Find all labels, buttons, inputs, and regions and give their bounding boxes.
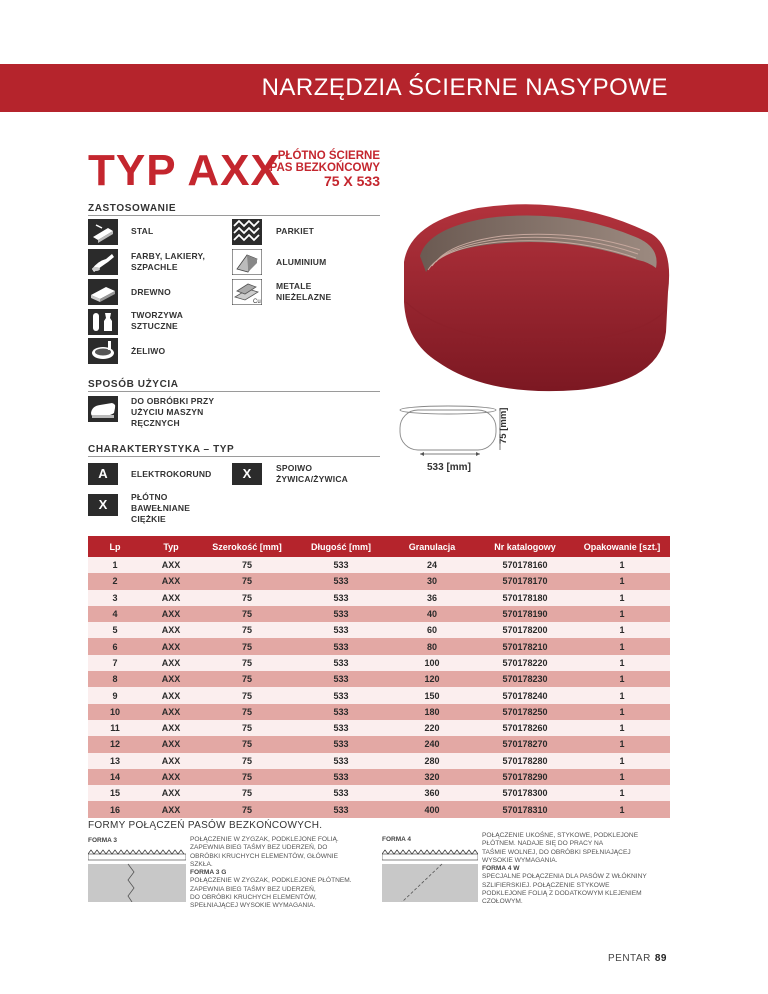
- application-label-steel: STAL: [131, 226, 154, 236]
- table-row: [88, 622, 670, 638]
- table-cell: 533: [294, 557, 388, 573]
- table-cell: 5: [88, 622, 142, 638]
- table-cell: 30: [388, 573, 476, 589]
- table-cell: 180: [388, 704, 476, 720]
- application-label-non-ferrous: [276, 281, 331, 303]
- table-cell: AXX: [142, 769, 200, 785]
- form4-desc-line2: PŁÓTNEM. NADAJE SIĘ DO PRACY NA: [482, 840, 604, 848]
- usage-rule: [88, 391, 380, 392]
- form4w-desc-line2: SZLIFIERSKIEJ. POŁĄCZENIE STYKOWE: [482, 881, 610, 889]
- form4-desc-line1: POŁĄCZENIE UKOŚNE, STYKOWE, PODKLEJONE: [482, 832, 639, 839]
- bond-badge: X: [232, 463, 262, 485]
- table-cell: 220: [388, 720, 476, 736]
- table-cell: 75: [200, 704, 294, 720]
- table-cell: 75: [200, 638, 294, 654]
- dimension-height-label: 75 [mm]: [498, 407, 509, 444]
- grain-label: ELEKTROKORUND: [131, 469, 212, 479]
- backing-label-line2: BAWEŁNIANE: [131, 503, 191, 513]
- table-cell: 75: [200, 687, 294, 703]
- table-cell: 75: [200, 769, 294, 785]
- table-cell: 15: [88, 785, 142, 801]
- col-grit: Granulacja: [388, 536, 476, 557]
- application-rule: [88, 215, 380, 216]
- non-ferrous-label-line1: METALE: [276, 281, 312, 291]
- table-row: [88, 638, 670, 654]
- table-cell: 13: [88, 753, 142, 769]
- svg-text:Cu: Cu: [253, 299, 261, 305]
- table-cell: 60: [388, 622, 476, 638]
- product-sub2: PAS BEZKOŃCOWY: [269, 162, 380, 174]
- sanding-belt-image: [398, 192, 678, 397]
- table-cell: 570178160: [476, 557, 574, 573]
- table-cell: 533: [294, 606, 388, 622]
- product-sub1: PŁÓTNO ŚCIERNE: [277, 150, 380, 162]
- table-row: [88, 573, 670, 589]
- table-cell: 10: [88, 704, 142, 720]
- col-package: Opakowanie [szt.]: [574, 536, 670, 557]
- table-cell: AXX: [142, 720, 200, 736]
- application-label-parquet: PARKIET: [276, 226, 315, 236]
- table-cell: 570178220: [476, 655, 574, 671]
- col-type: Typ: [142, 536, 200, 557]
- table-cell: 1: [574, 557, 670, 573]
- form3g-desc-line3: DO OBRÓBKI KRUCHYCH ELEMENTÓW,: [190, 894, 317, 902]
- bond-label-line2: ŻYWICA/ŻYWICA: [276, 474, 349, 484]
- table-row: [88, 606, 670, 622]
- form3-desc: [190, 836, 352, 911]
- table-cell: 400: [388, 801, 476, 817]
- table-row: [88, 753, 670, 769]
- table-cell: 75: [200, 801, 294, 817]
- table-cell: AXX: [142, 687, 200, 703]
- forms-heading: FORMY POŁĄCZEŃ PASÓW BEZKOŃCOWYCH.: [88, 820, 323, 831]
- wood-icon: [88, 279, 118, 305]
- table-cell: 4: [88, 606, 142, 622]
- table-cell: 533: [294, 590, 388, 606]
- paint-icon: [88, 249, 118, 275]
- table-cell: 570178180: [476, 590, 574, 606]
- table-cell: 6: [88, 638, 142, 654]
- table-cell: 9: [88, 687, 142, 703]
- table-cell: 570178270: [476, 736, 574, 752]
- grain-badge: A: [88, 463, 118, 485]
- table-cell: 8: [88, 671, 142, 687]
- table-cell: 1: [574, 720, 670, 736]
- usage-label: [131, 396, 214, 429]
- plastics-icon: [88, 309, 118, 335]
- paint-label-line2: SZPACHLE: [131, 262, 178, 272]
- table-cell: 75: [200, 606, 294, 622]
- table-cell: 14: [88, 769, 142, 785]
- form3-name: FORMA 3: [88, 837, 118, 844]
- table-cell: 533: [294, 638, 388, 654]
- form4w-desc-line1: SPECJALNE POŁĄCZENIA DLA PASÓW Z WŁÓKNINY: [482, 873, 647, 881]
- table-cell: 75: [200, 736, 294, 752]
- table-row: [88, 801, 670, 817]
- page-number: 89: [654, 953, 667, 964]
- table-cell: 75: [200, 590, 294, 606]
- table-cell: AXX: [142, 785, 200, 801]
- table-cell: AXX: [142, 590, 200, 606]
- product-size: 75 X 533: [323, 173, 380, 189]
- table-cell: 533: [294, 720, 388, 736]
- table-cell: 533: [294, 687, 388, 703]
- table-cell: 533: [294, 655, 388, 671]
- table-cell: 570178240: [476, 687, 574, 703]
- form3-desc-line3: OBRÓBKI KRUCHYCH ELEMENTÓW, GŁÓWNIE: [190, 852, 339, 860]
- form3g-name: FORMA 3 G: [190, 869, 227, 877]
- table-cell: 80: [388, 638, 476, 654]
- table-cell: 3: [88, 590, 142, 606]
- table-cell: 570178230: [476, 671, 574, 687]
- spec-table-body: [88, 557, 670, 818]
- table-cell: 533: [294, 801, 388, 817]
- table-row: [88, 671, 670, 687]
- product-type-title: TYP AXX: [88, 146, 281, 195]
- table-cell: 100: [388, 655, 476, 671]
- table-cell: 1: [574, 638, 670, 654]
- paint-label-line1: FARBY, LAKIERY,: [131, 251, 206, 261]
- steel-icon: [88, 219, 118, 245]
- aluminium-icon: [232, 249, 262, 275]
- dimension-height-wrap: [498, 406, 514, 446]
- table-cell: 1: [574, 704, 670, 720]
- table-cell: AXX: [142, 606, 200, 622]
- table-cell: 1: [574, 753, 670, 769]
- table-cell: 75: [200, 557, 294, 573]
- cast-iron-icon: [88, 338, 118, 364]
- table-cell: 533: [294, 753, 388, 769]
- form3g-desc-line1: POŁĄCZENIE W ZYGZAK, PODKLEJONE PŁÓTNEM.: [190, 877, 352, 885]
- table-cell: 75: [200, 753, 294, 769]
- table-cell: 533: [294, 704, 388, 720]
- table-cell: 1: [574, 573, 670, 589]
- table-row: [88, 736, 670, 752]
- application-label-wood: DREWNO: [131, 287, 171, 297]
- table-row: [88, 655, 670, 671]
- table-cell: 1: [574, 785, 670, 801]
- backing-label: [131, 492, 190, 525]
- table-row: [88, 590, 670, 606]
- table-cell: 120: [388, 671, 476, 687]
- table-cell: 12: [88, 736, 142, 752]
- dimension-length-label: 533 [mm]: [427, 462, 471, 473]
- table-cell: 533: [294, 573, 388, 589]
- table-cell: 40: [388, 606, 476, 622]
- form4w-name: FORMA 4 W: [482, 865, 520, 873]
- page-footer: [608, 953, 667, 964]
- application-label-cast-iron: ŻELIWO: [131, 346, 166, 356]
- application-heading: ZASTOSOWANIE: [88, 203, 177, 214]
- backing-label-line1: PŁÓTNO: [131, 492, 168, 502]
- form3-desc-line2: ZAPEWNIA BIEG TAŚMY BEZ UDERZEŃ, DO: [190, 844, 328, 852]
- table-cell: 533: [294, 769, 388, 785]
- table-cell: 533: [294, 622, 388, 638]
- table-cell: 24: [388, 557, 476, 573]
- table-row: [88, 704, 670, 720]
- col-length: Długość [mm]: [294, 536, 388, 557]
- form4-desc-line4: WYSOKIE WYMAGANIA.: [482, 856, 558, 864]
- backing-label-line3: CIĘŻKIE: [131, 514, 166, 524]
- backing-badge: X: [88, 494, 118, 516]
- bond-label-line1: SPOIWO: [276, 463, 313, 473]
- table-cell: 533: [294, 785, 388, 801]
- table-cell: 570178280: [476, 753, 574, 769]
- plastics-label-line1: TWORZYWA: [131, 310, 184, 320]
- table-cell: 240: [388, 736, 476, 752]
- form4w-desc-line3: PODKLEJONE FOLIĄ Z DODATKOWYM KLEJENIEM: [482, 890, 642, 898]
- hand-machine-icon: [88, 396, 118, 422]
- table-cell: 1: [574, 671, 670, 687]
- table-cell: 533: [294, 736, 388, 752]
- table-cell: AXX: [142, 704, 200, 720]
- product-subtitle: [262, 150, 380, 189]
- form4w-desc-line4: CZOŁOWYM.: [482, 898, 523, 906]
- usage-line1: DO OBRÓBKI PRZY: [131, 396, 215, 406]
- table-cell: AXX: [142, 573, 200, 589]
- table-cell: 16: [88, 801, 142, 817]
- table-cell: 75: [200, 622, 294, 638]
- table-row: [88, 720, 670, 736]
- table-cell: 1: [574, 655, 670, 671]
- table-cell: AXX: [142, 801, 200, 817]
- table-cell: 75: [200, 671, 294, 687]
- characteristics-rule: [88, 456, 380, 457]
- table-cell: 570178170: [476, 573, 574, 589]
- table-cell: 1: [574, 769, 670, 785]
- form3g-desc-line2: ZAPEWNIA BIEG TAŚMY BEZ UDERZEŃ,: [190, 885, 316, 893]
- table-cell: AXX: [142, 753, 200, 769]
- spec-table: [88, 536, 670, 818]
- table-cell: AXX: [142, 638, 200, 654]
- plastics-label-line2: SZTUCZNE: [131, 321, 178, 331]
- header-title: NARZĘDZIA ŚCIERNE NASYPOWE: [261, 74, 668, 101]
- table-header-row: [88, 536, 670, 557]
- table-row: [88, 769, 670, 785]
- col-catalog: Nr katalogowy: [476, 536, 574, 557]
- table-cell: 570178310: [476, 801, 574, 817]
- form4-diagram: [382, 846, 478, 902]
- table-cell: 1: [574, 801, 670, 817]
- characteristics-heading: CHARAKTERYSTYKA – TYP: [88, 444, 235, 455]
- table-cell: AXX: [142, 655, 200, 671]
- usage-line3: RĘCZNYCH: [131, 418, 180, 428]
- table-cell: 570178290: [476, 769, 574, 785]
- table-cell: 11: [88, 720, 142, 736]
- usage-line2: UŻYCIU MASZYN: [131, 407, 204, 417]
- table-cell: 570178260: [476, 720, 574, 736]
- table-cell: 7: [88, 655, 142, 671]
- usage-heading: SPOSÓB UŻYCIA: [88, 379, 179, 390]
- table-cell: 1: [574, 590, 670, 606]
- form4-desc-line3: TAŚMIE WOLNEJ, DO OBRÓBKI SPEŁNIAJĄCEJ: [482, 848, 631, 856]
- table-cell: 1: [574, 687, 670, 703]
- table-cell: AXX: [142, 557, 200, 573]
- table-cell: 2: [88, 573, 142, 589]
- application-label-paint: [131, 251, 205, 273]
- parquet-icon: [232, 219, 262, 245]
- table-cell: 1: [574, 736, 670, 752]
- table-cell: 570178190: [476, 606, 574, 622]
- non-ferrous-icon: [232, 279, 262, 305]
- form3-desc-line4: SZKŁA.: [190, 860, 213, 868]
- header-banner: [0, 64, 768, 112]
- form4-desc: [482, 832, 647, 907]
- bond-label: [276, 463, 348, 485]
- table-cell: 75: [200, 785, 294, 801]
- table-row: [88, 557, 670, 573]
- application-label-plastics: [131, 310, 183, 332]
- form4-name: FORMA 4: [382, 836, 412, 843]
- col-width: Szerokość [mm]: [200, 536, 294, 557]
- table-cell: 570178200: [476, 622, 574, 638]
- table-cell: AXX: [142, 736, 200, 752]
- table-row: [88, 785, 670, 801]
- table-cell: 36: [388, 590, 476, 606]
- form3-diagram: [88, 846, 186, 902]
- table-cell: 1: [574, 622, 670, 638]
- col-lp: Lp: [88, 536, 142, 557]
- table-cell: AXX: [142, 671, 200, 687]
- table-cell: 360: [388, 785, 476, 801]
- table-cell: 570178250: [476, 704, 574, 720]
- table-cell: 320: [388, 769, 476, 785]
- table-cell: 533: [294, 671, 388, 687]
- table-cell: 75: [200, 655, 294, 671]
- table-cell: 1: [574, 606, 670, 622]
- table-cell: 75: [200, 573, 294, 589]
- form3-desc-line1: POŁĄCZENIE W ZYGZAK, PODKLEJONE FOLIĄ.: [190, 836, 339, 843]
- non-ferrous-label-line2: NIEŻELAZNE: [276, 292, 332, 302]
- footer-brand: PENTAR: [608, 953, 651, 964]
- table-cell: 570178210: [476, 638, 574, 654]
- table-cell: 570178300: [476, 785, 574, 801]
- table-cell: 280: [388, 753, 476, 769]
- table-row: [88, 687, 670, 703]
- table-cell: AXX: [142, 622, 200, 638]
- table-cell: 75: [200, 720, 294, 736]
- table-cell: 150: [388, 687, 476, 703]
- application-label-aluminium: ALUMINIUM: [276, 257, 327, 267]
- form3g-desc-line4: SPEŁNIAJĄCEJ WYSOKIE WYMAGANIA.: [190, 902, 316, 910]
- table-cell: 1: [88, 557, 142, 573]
